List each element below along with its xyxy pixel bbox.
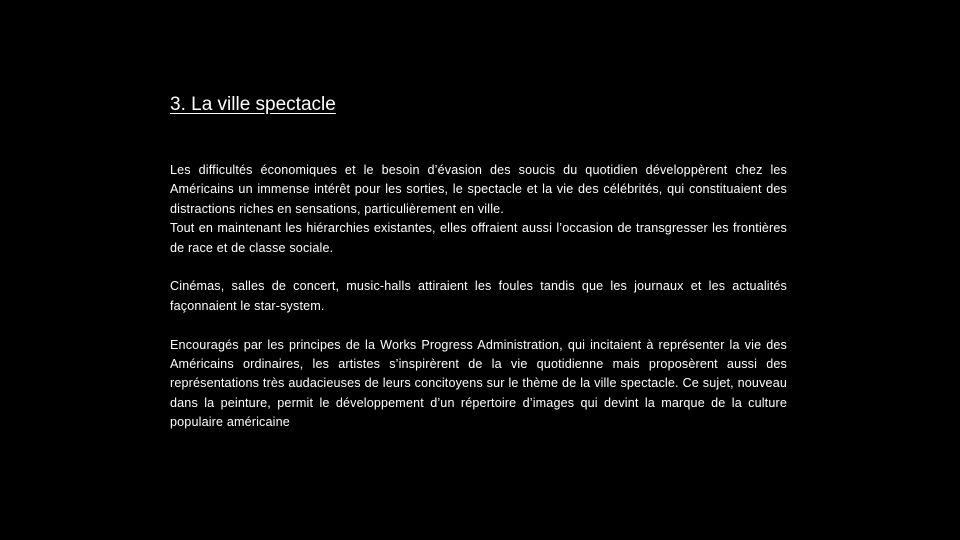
paragraph-artists-wpa: Encouragés par les principes de la Works Progress Administration, qui incitaient à représenter la vie des Américains ordinaires, les artistes s’inspirèrent de la vie quotidienne mais proposèrent aussi des représentations très audacieuses de leurs concitoyens sur le thème de la ville spectacle. Ce sujet, nouveau dans la peinture, permit le développement d’un répertoire d’images qui devint la marque de la culture populaire américaine (170, 337, 787, 430)
paragraph-economic-context: Les difficultés économiques et le besoin d’évasion des soucis du quotidien développèrent chez les Américains un immense intérêt pour les sorties, le spectacle et la vie des célébrités, qui constituaient des distractions riches en sensations, particulièrement en ville. (170, 163, 787, 216)
slide-body (170, 161, 787, 433)
paragraph-social-boundaries: Tout en maintenant les hiérarchies existantes, elles offraient aussi l’occasion de transgresser les frontières de race et de classe sociale. (170, 221, 787, 255)
paragraph-entertainment-venues: Cinémas, salles de concert, music-halls attiraient les foules tandis que les journaux et les actualités façonnaient le star-system. (170, 279, 787, 313)
slide-title: 3. La ville spectacle (170, 94, 336, 115)
